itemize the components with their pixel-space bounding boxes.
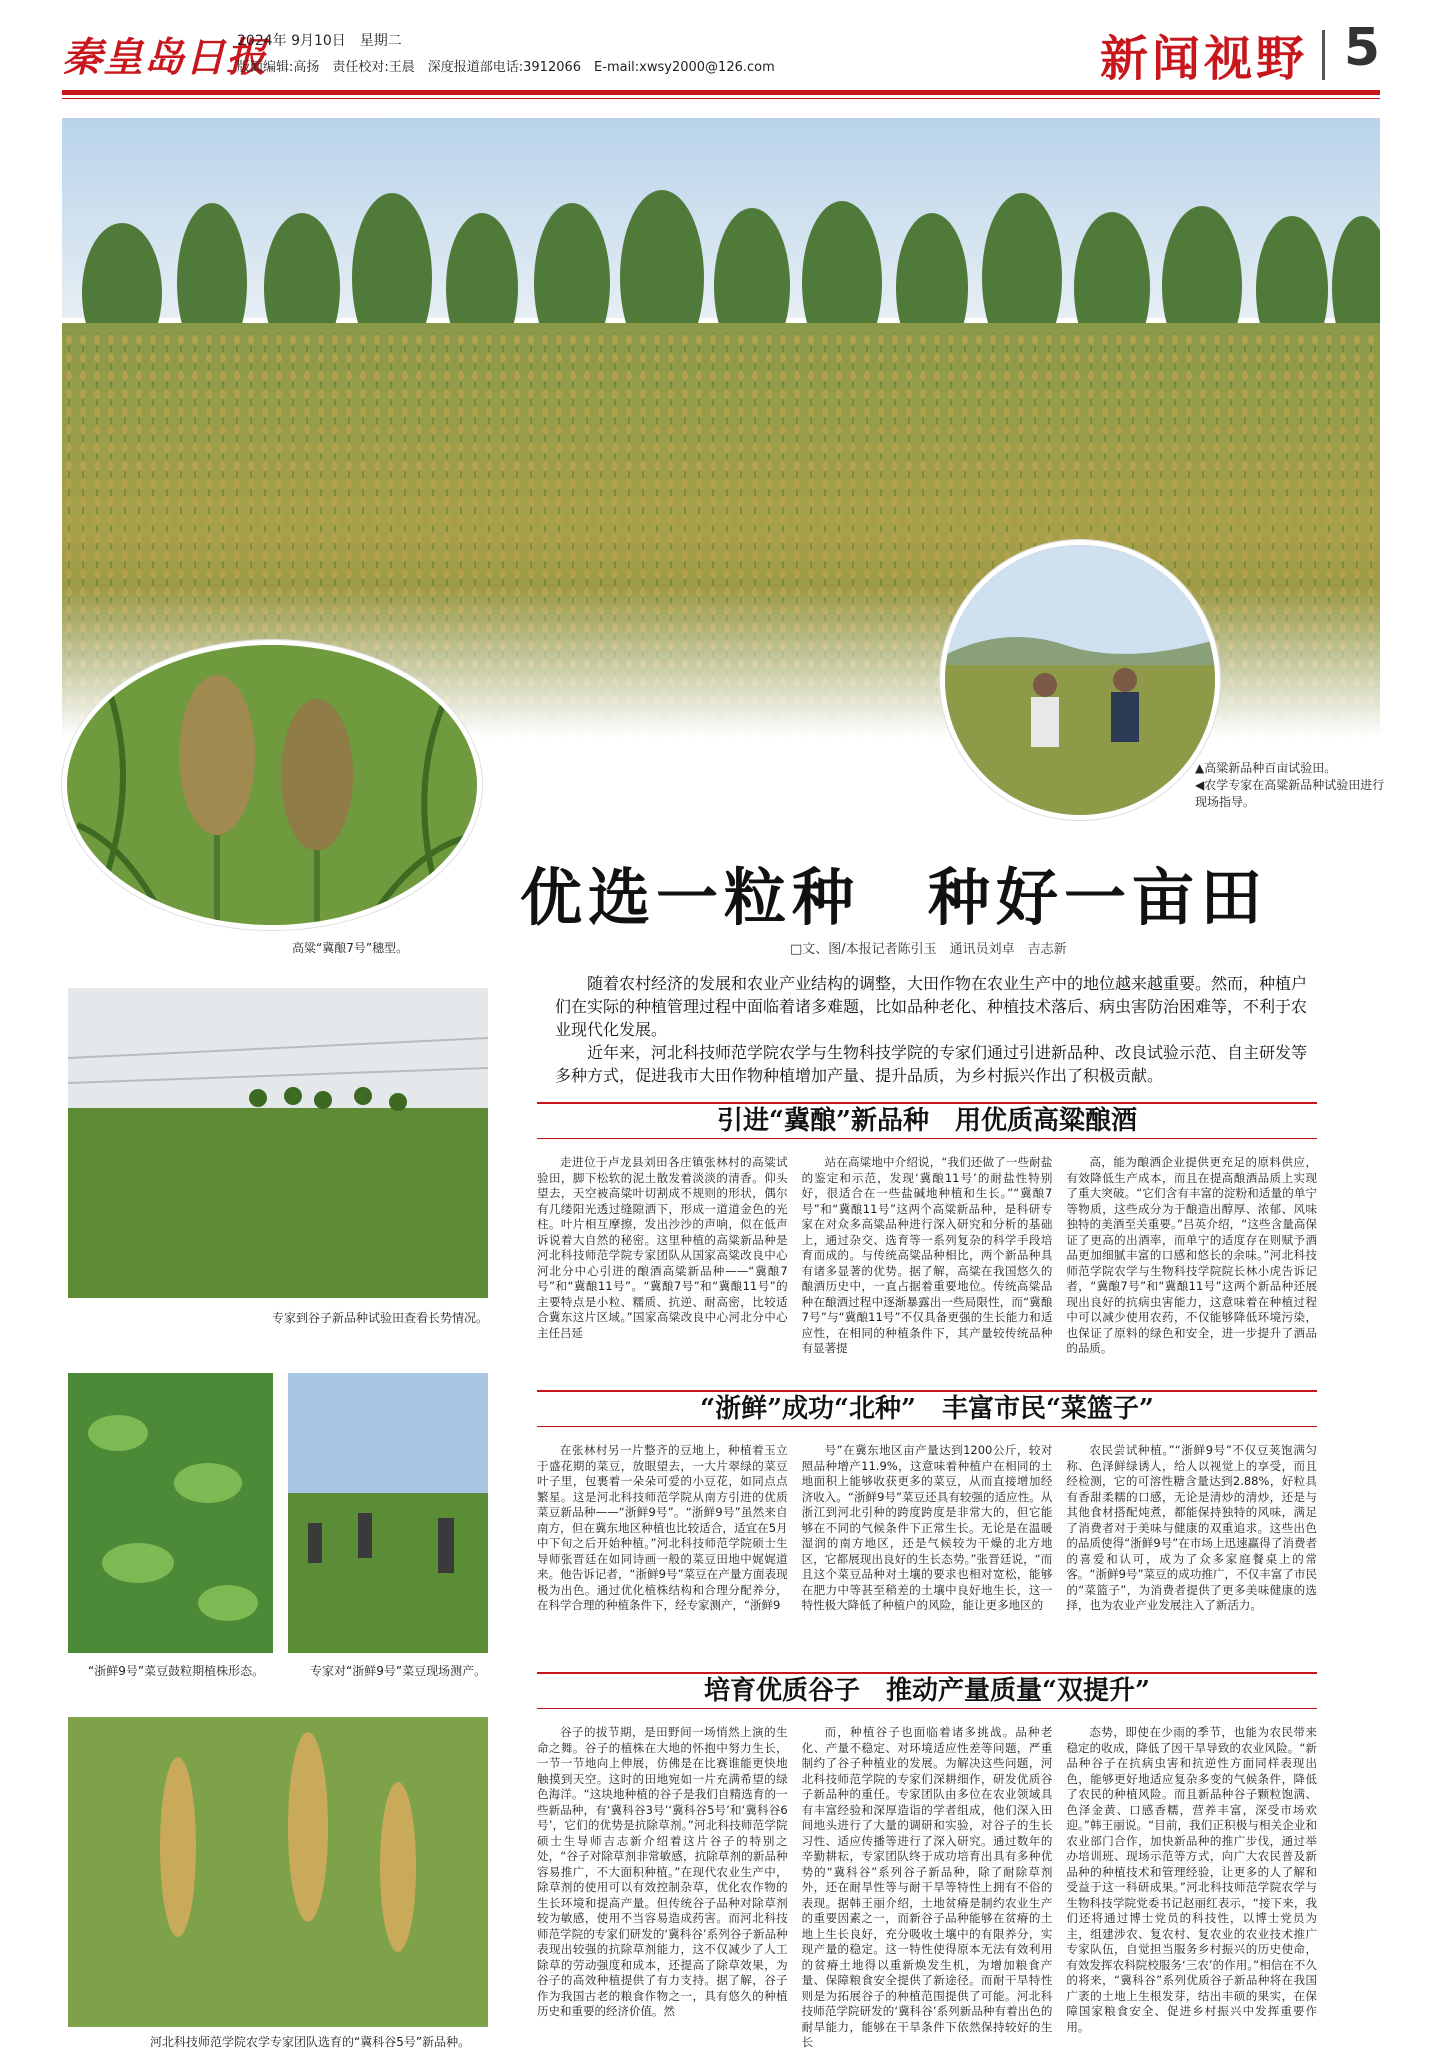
caption-field-inspection: 专家到谷子新品种试验田查看长势情况。 xyxy=(272,1311,489,1325)
page-number: 5 xyxy=(1343,18,1380,78)
subhead-millet xyxy=(537,1672,1317,1709)
sorghum-columns xyxy=(537,1155,1317,1379)
millet-text-1: 谷子的拔节期，是田野间一场悄然上演的生命之舞。谷子的植株在大地的怀抱中努力生长，一节一节地向上伸展，仿佛是在比赛谁能更快地触摸到天空。这时的田地宛如一片充满希望的绿色海洋。“这块地种植的谷子是我们自精选育的一些新品种，有‘冀科谷3号’‘冀科谷5号’和‘冀科谷6号’，它们的优势是抗除草剂。”河北科技师范学院硕士生导师吉志新介绍着这片谷子的特别之处，“谷子对除草剂非常敏感，抗除草剂的新品种容易推广，不大面积种植。”在现代农业生产中，除草剂的使用可以有效控制杂草，优化农作物的生长环境和提高产量。但传统谷子品种对除草剂较为敏感，使用不当容易造成药害。而河北科技师范学院的专家们研发的‘冀科谷’系列谷子新品种表现出较强的抗除草剂能力，这不仅减少了人工除草的劳动强度和成本，还提高了除草效果，为谷子的高效种植提供了有力支持。据了解，谷子作为我国古老的粮食作物之一，具有悠久的种植历史和重要的经济价值。然 xyxy=(537,1725,788,2018)
subhead-sorghum-text: 引进“冀酿”新品种 用优质高粱酿酒 xyxy=(701,1106,1153,1136)
bean-col-1 xyxy=(537,1443,788,1659)
caption-left-circle: 高粱“冀酿7号”穗型。 xyxy=(292,941,409,955)
byline: □文、图/本报记者陈引玉 通讯员刘卓 吉志新 xyxy=(790,942,1067,957)
photo-bean-plant xyxy=(68,1373,273,1653)
masthead xyxy=(62,18,1380,88)
photo-millet-field-inspection xyxy=(68,988,488,1298)
issue-date: 2024年 9月10日 星期二 xyxy=(237,33,402,49)
lead-paragraphs xyxy=(555,972,1315,1087)
bean-text-2: 号”在冀东地区亩产量达到1200公斤，较对照品种增产11.9%，这意味着种植户在相同的土地面积上能够收获更多的菜豆，从而直接增加经济收入。“浙鲜9号”菜豆还具有较强的适应性。从浙江到河北引种的跨度跨度是非常大的，但它能够在不同的气候条件下正常生长。无论是在温暖湿润的南方地区，还是气候较为干燥的北方地区，它都展现出良好的生长态势。”张晋廷说，“而且这个菜豆品种对土壤的要求也相对宽松，能够在肥力中等甚至稍差的土壤中良好地生长，这一特性极大降低了种植户的风险，能让更多地区的 xyxy=(801,1443,1053,1612)
caption-bean-measure: 专家对“浙鲜9号”菜豆现场测产。 xyxy=(310,1664,487,1678)
millet-text-2: 而，种植谷子也面临着诸多挑战。品种老化、产量不稳定、对环境适应性差等问题，严重制约了谷子种植业的发展。为解决这些问题，河北科技师范学院的专家们深耕细作，研发优质谷子新品种的重任。专家团队由多位在农业领域具有丰富经验和深厚造诣的学者组成，他们深入田间地头进行了大量的调研和实验，对谷子的生长习性、适应传播等进行了深入研究。通过数年的辛勤耕耘，专家团队终于成功培育出具有多种优势的“冀科谷”系列谷子新品种，除了耐除草剂外，还在耐旱性等与耐干旱等特性上拥有不俗的表现。据韩王丽介绍，土地贫瘠是制约农业生产的重要因素之一，而新谷子品种能够在贫瘠的土地上生长良好，充分吸收土壤中的有限养分，实现产量的稳定。这一特性使得原本无法有效利用的贫瘠土地得以重新焕发生机，为增加粮食产量、保障粮食安全提供了新途径。而耐干旱特性则是为拓展谷子的种植范围提供了可能。河北科技师范学院研发的‘冀科谷’系列新品种有着出色的耐旱能力，能够在干旱条件下依然保持较好的生长 xyxy=(801,1725,1053,2049)
millet-col-3 xyxy=(1066,1725,1317,2065)
subhead-bean-text: “浙鲜”成功“北种” 丰富市民“菜篮子” xyxy=(684,1394,1170,1424)
sorghum-text-3: 高，能为酿酒企业提供更充足的原料供应，有效降低生产成本，而且在提高酿酒品质上实现了重大突破。“它们含有丰富的淀粉和适量的单宁等物质，这些成分为于酿造出醇厚、浓郁、风味独特的美酒至关重要。”吕英介绍，“这些含量高保证了更高的出酒率，而单宁的适度存在则赋予酒品更加细腻丰富的口感和悠长的余味。”河北科技师范学院农学与生物科技学院院长林小虎告诉记者，“冀酿7号”和“冀酿11号”这两个新品种还展现出良好的抗病虫害能力，这意味着在种植过程中可以减少使用农药，不仅能够降低环境污染，也保证了原料的绿色和安全，进一步提升了酒品的品质。 xyxy=(1066,1155,1318,1355)
section-millet xyxy=(537,1672,1317,2065)
section-sorghum xyxy=(537,1102,1317,1379)
lead-paragraph-2: 近年来，河北科技师范学院农学与生物科技学院的专家们通过引进新品种、改良试验示范、自主研发等多种方式，促进我市大田作物种植增加产量、提升品质，为乡村振兴作出了积极贡献。 xyxy=(555,1043,1308,1085)
bean-text-1: 在张林村另一片整齐的豆地上，种植着玉立于盛花期的菜豆，放眼望去，一大片翠绿的菜豆叶子里，包裹着一朵朵可爱的小豆花，如同点点繁星。这是河北科技师范学院从南方引进的优质菜豆新品种——“浙鲜9号”。“浙鲜9号”虽然来自南方，但在冀东地区种植也比较适合，适宜在5月中下旬之后开始种植。”河北科技师范学院硕士生导师张晋廷在如同诗画一般的菜豆田地中娓娓道来。他告诉记者，“浙鲜9号”菜豆在产量方面表现极为出色。通过优化植株结构和合理分配养分，在科学合理的种植条件下，经专家测产，“浙鲜9 xyxy=(537,1443,788,1612)
bean-col-2 xyxy=(802,1443,1053,1659)
lead-paragraph-1: 随着农村经济的发展和农业产业结构的调整，大田作物在农业生产中的地位越来越重要。然而，种植户们在实际的种植管理过程中面临着诸多难题，比如品种老化、种植技术落后、病虫害防治困难等，不利于农业现代化发展。 xyxy=(555,974,1308,1039)
millet-col-2 xyxy=(802,1725,1053,2065)
caption-millet-variety: 河北科技师范学院农学专家团队选育的“冀科谷5号”新品种。 xyxy=(150,2035,471,2049)
caption-bean-plant: “浙鲜9号”菜豆鼓粒期植株形态。 xyxy=(88,1664,265,1678)
subhead-bean xyxy=(537,1390,1317,1427)
millet-columns xyxy=(537,1725,1317,2065)
millet-text-3: 态势，即使在少雨的季节，也能为农民带来稳定的收成，降低了因干旱导致的农业风险。“新品种谷子在抗病虫害和抗逆性方面同样表现出色，能够更好地适应复杂多变的气候条件，降低了农民的种植风险。而且新品种谷子颗粒饱满、色泽金黄、口感香糯，营养丰富，深受市场欢迎。”韩王丽说。“目前，我们正积极与相关企业和农业部门合作，加快新品种的推广步伐，通过举办培训班、现场示范等方式，向广大农民普及新品种的种植技术和管理经验，让更多的人了解和受益于这一科研成果。”河北科技师范学院农学与生物科技学院党委书记赵丽红表示，“接下来，我们还将通过博士党员的科技性，以博士党员为主，组建涉农、复农村、复农业的农业技术推广专家队伍，自觉担当服务乡村振兴的历史使命，有效发挥农科院校服务‘三农’的作用。”相信在不久的将来，“冀科谷”系列优质谷子新品种将在我国广袤的土地上生根发芽，结出丰硕的果实，在保障国家粮食安全、促进乡村振兴中发挥重要作用。 xyxy=(1066,1725,1318,2034)
subhead-millet-text: 培育优质谷子 推动产量质量“双提升” xyxy=(688,1676,1166,1706)
bean-text-3: 农民尝试种植。”“浙鲜9号”不仅豆荚饱满匀称、色泽鲜绿诱人，给人以视觉上的享受，而且经检测，它的可溶性糖含量达到2.88%，好粒具有香甜柔糯的口感，无论是清炒的清炒，还是与其他食材搭配炖煮，都能保持独特的风味，满足了消费者对于美味与健康的双重追求。这些出色的品质使得“浙鲜9号”在市场上迅速赢得了消费者的喜爱和认可，成为了众多家庭餐桌上的常客。“浙鲜9号”菜豆的成功推广，不仅丰富了市民的“菜篮子”，为消费者提供了更多美味健康的选择，也为农业产业发展注入了新活力。 xyxy=(1066,1443,1318,1612)
section-separator xyxy=(1322,30,1325,80)
header-rule-thin xyxy=(62,98,1380,99)
sorghum-text-1: 走进位于卢龙县刘田各庄镇张林村的高粱试验田，脚下松软的泥土散发着淡淡的清香。仰头望去，天空被高粱叶切割成不规则的形状，偶尔有几缕阳光透过缝隙洒下，形成一道道金色的光柱。叶片相互摩擦，发出沙沙的声响，似在低声诉说着大自然的秘密。这里种植的高粱新品种是河北科技师范学院专家团队从国家高粱改良中心河北分中心引进的酿酒高粱新品种——“冀酿7号”和“冀酿11号”。“冀酿7号”和“冀酿11号”的主要特点是小粒、糯质、抗逆、耐高密，比较适合冀东这片区域。”国家高粱改良中心河北分中心主任吕延 xyxy=(537,1155,788,1340)
headline: 优选一粒种 种好一亩田 xyxy=(520,861,1269,934)
photo-millet-variety xyxy=(68,1717,488,2027)
photo-sorghum-heads xyxy=(62,640,482,930)
photo-experts-in-field xyxy=(940,540,1220,820)
photo-bean-measure xyxy=(288,1373,488,1653)
millet-col-1 xyxy=(537,1725,788,2065)
caption-right-circle: ▲高粱新品种百亩试验田。 ◀农学专家在高粱新品种试验田进行现场指导。 xyxy=(1195,761,1385,809)
sorghum-text-2: 站在高粱地中介绍说，“我们还做了一些耐盐的鉴定和示范，发现‘冀酿11号’的耐盐性特别好，很适合在一些盐碱地种植和生长。”“冀酿7号”和“冀酿11号”这两个高粱新品种，是科研专家在对众多高粱品种进行深入研究和分析的基础上，通过杂交、选育等一系列复杂的科学手段培育而成的。与传统高粱品种相比，两个新品种具有诸多显著的优势。据了解，高粱在我国悠久的酿酒历史中，一直占据着重要地位。传统高粱品种在酿酒过程中逐渐暴露出一些局限性，而“冀酿7号”与“冀酿11号”不仅具备更强的生长能力和适应性，在相同的种植条件下，其产量较传统品种有显著提 xyxy=(801,1155,1053,1355)
bean-col-3 xyxy=(1066,1443,1317,1659)
sorghum-col-1 xyxy=(537,1155,788,1379)
subhead-sorghum xyxy=(537,1102,1317,1139)
section-bean xyxy=(537,1390,1317,1659)
sorghum-col-3 xyxy=(1066,1155,1317,1379)
sorghum-col-2 xyxy=(802,1155,1053,1379)
bean-columns xyxy=(537,1443,1317,1659)
section-title: 新闻视野 xyxy=(1099,31,1308,87)
editor-info: 版面编辑:高扬 责任校对:王晨 深度报道部电话:3912066 E-mail:xwsy2000@126.com xyxy=(237,60,775,75)
header-rule xyxy=(62,90,1380,95)
newspaper-logo: 秦皇岛日报 xyxy=(62,34,267,81)
